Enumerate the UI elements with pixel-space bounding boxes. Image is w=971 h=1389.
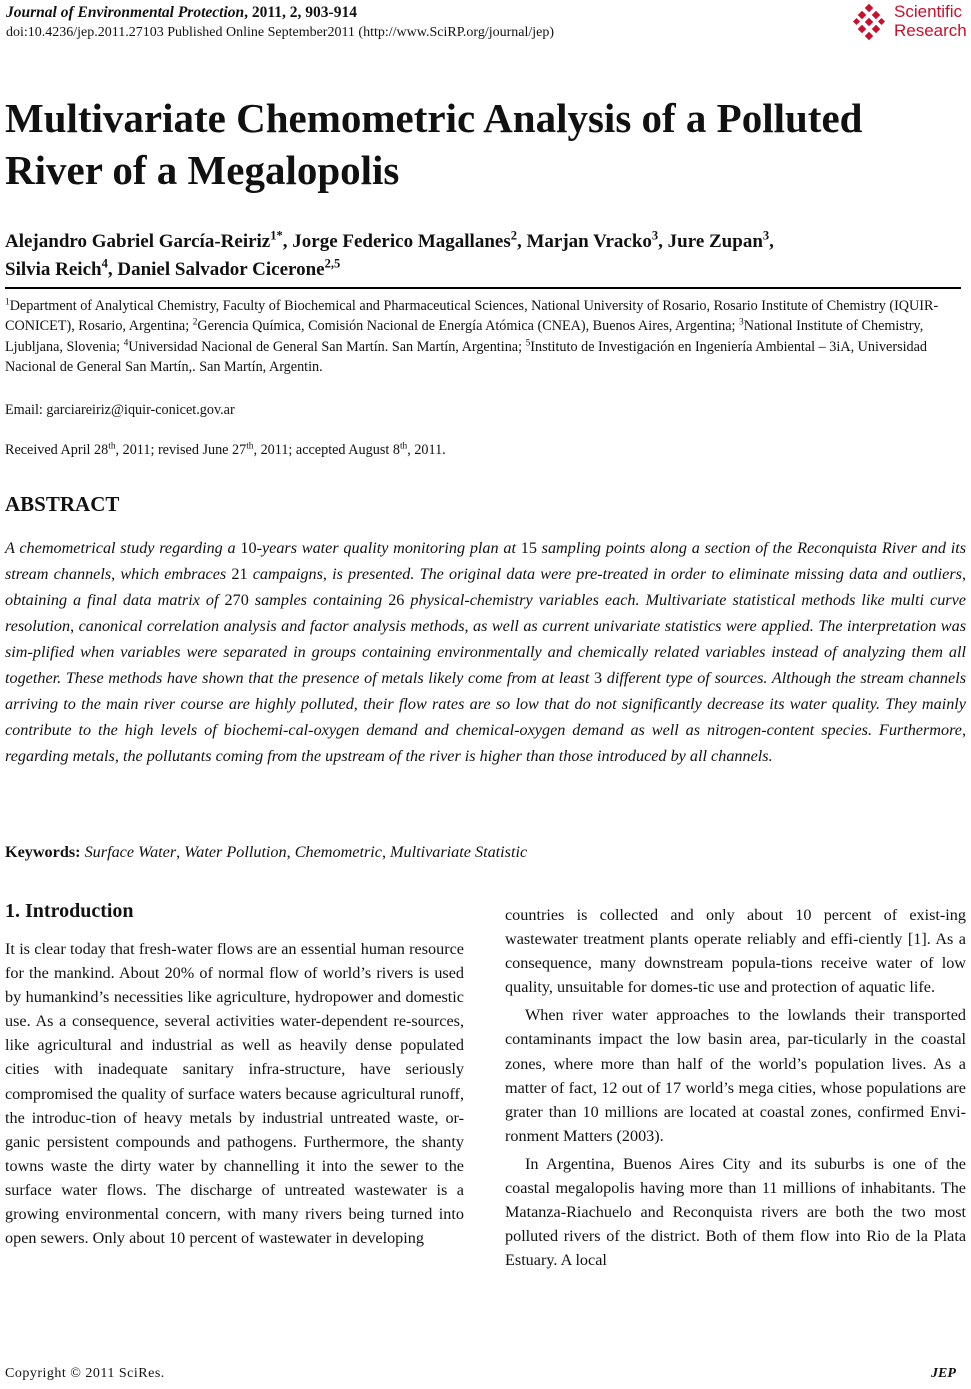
intro-paragraph: When river water approaches to the lowlands their transported contaminants impact the low basin area, par-ticularly in the coastal zones, where more than half of the world’s population lives. As a matter of fact, 12 out of 17 world’s mega cities, whose populations are grater than 10 millions are located at coastal zones, confirmed Envi-ronment Matters (2003). (505, 1006, 966, 1145)
author-name: Daniel Salvador Cicerone (117, 259, 325, 280)
abstract-comma: , (322, 565, 327, 583)
affiliations (5, 296, 967, 378)
accepted-text: , 2011; accepted August 8 (253, 442, 400, 458)
abstract-text: canonical correlation analysis and factor analysis methods (74, 617, 465, 635)
keyword-separator: , (381, 843, 391, 861)
received-text: Received April 28 (5, 442, 109, 458)
scirp-logo-icon (852, 4, 886, 40)
header-rule (5, 287, 961, 289)
keyword: Surface Water (84, 843, 177, 861)
journal-name: Journal of Environmental Protection (6, 4, 245, 21)
abstract-body (5, 535, 966, 769)
logo-text-line1: Scientific (894, 2, 963, 21)
abstract-number: 3 (594, 669, 603, 687)
author-name: Jorge Federico Magallanes (292, 231, 511, 252)
abstract-number: 10 (240, 539, 257, 557)
contact-email[interactable]: Email: garciareiriz@iquir-conicet.gov.ar (5, 402, 235, 418)
copyright-footer: Copyright © 2011 SciRes. (5, 1366, 165, 1381)
journal-abbrev-footer: JEP (931, 1366, 956, 1381)
abstract-number: 26 (388, 591, 405, 609)
abstract-text: different type of sources. Although the stream channels arriving to the main river course are highly polluted, their flow rates are so low that do not significantly decrease its water quality. They mainly contribute to the high levels of biochemi-cal-oxygen demand and chemical-oxygen demand as well as nitrogen-content species. Furthermore (5, 669, 966, 739)
affiliation: Instituto de Investigación en Ingeniería Ambiental – 3iA, Universidad Nacional de General San Martín,. San Martín, Argentin. (5, 338, 928, 376)
abstract-number: 270 (224, 591, 249, 609)
keyword: Chemometric (294, 843, 382, 861)
author-name: Silvia Reich (5, 259, 102, 280)
abstract-text: obtaining a final data matrix of (5, 591, 225, 609)
publisher-logo (852, 2, 970, 44)
ordinal-sup: th (246, 441, 254, 452)
affil-sup: 5 (525, 338, 531, 349)
year-text: , 2011. (407, 442, 446, 458)
revised-text: , 2011; revised June 27 (115, 442, 247, 458)
journal-issue: , 2011, 2, 903-914 (244, 4, 357, 21)
intro-paragraph: In Argentina, Buenos Aires City and its suburbs is one of the coastal megalopolis having more than 11 millions of inhabitants. The Matanza-Riachuelo and Reconquista rivers are both the two most polluted rivers of the district. Both of them flow into Rio de la Plata Estuary. A local (505, 1154, 966, 1270)
abstract-comma: , (70, 617, 75, 635)
keyword: Multivariate Statistic (390, 843, 528, 861)
author-affil-sup: 3 (762, 228, 770, 243)
author-name: Jure Zupan (667, 231, 763, 252)
affil-sup: 4 (123, 338, 129, 349)
logo-text-line2: Research (894, 21, 967, 40)
keyword-separator: , (286, 843, 295, 861)
author-separator: , (516, 231, 527, 252)
keyword-separator: , (176, 843, 185, 861)
abstract-text: samples containing (248, 591, 389, 609)
section-heading: 1. Introduction (5, 900, 134, 922)
intro-paragraph: It is clear today that fresh-water flows are an essential human resource for the mankind. About 20% of normal flow of world’s rivers is used by humankind’s necessities like agriculture, hydropower and domestic use. As a consequence, several activities water-dependent re-sources, like agricultural and industrial as well as heavily dense populated cities with inadequate sanitary infra-structure, have seriously compromised the quality of surface waters because agricultural runoff, the introduc-tion of heavy metals by industrial untreated waste, or-ganic persistent compounds and pathogens. Furthermore, the shanty towns waste the dirty water by channelling it into the sewer to the surface water flows. The discharge of untreated wastewater is a growing environmental concern, with many rivers being turned into open sewers. Only about 10 percent of wastewater in developing (5, 940, 464, 1248)
abstract-heading: ABSTRACT (5, 492, 120, 516)
author-separator: , (658, 231, 668, 252)
author-name: Marjan Vracko (526, 231, 652, 252)
abstract-number: 15 (520, 539, 537, 557)
abstract-text: the pollutants coming from the upstream of the river is higher than those introduced by all channels. (118, 747, 773, 765)
affiliation: Universidad Nacional de General San Martín. San Martín, Argentina; (128, 338, 526, 355)
author-separator: , (769, 231, 774, 252)
author-affil-sup: 2 (510, 228, 517, 243)
affil-sup: 3 (739, 317, 744, 328)
affiliation: Department of Analytical Chemistry, Faculty of Biochemical and Pharmaceutical Sciences, National University of Rosario, Rosario Institute of Chemistry (IQUIR-CONICET), Rosario, Argentina; (5, 298, 939, 335)
author-separator: , (282, 231, 293, 252)
abstract-comma: , (111, 565, 116, 583)
author-affil-sup: 1* (270, 228, 283, 243)
abstract-comma: , (961, 565, 967, 583)
author-affil-sup: 2,5 (324, 256, 341, 271)
abstract-text: regarding metals (5, 747, 115, 765)
ordinal-sup: th (108, 441, 116, 452)
abstract-text: as well as current univariate statistics were applied. The interpretation was sim-plified when variables were separated in groups containing environmentally and chemically related variables instead of analyzing them all together. These methods have shown that the presence of metals likely come from at least (5, 617, 966, 687)
keywords (5, 843, 527, 862)
abstract-number: 21 (231, 565, 248, 583)
author-affil-sup: 4 (101, 256, 108, 271)
keyword: Water Pollution (184, 843, 287, 861)
doi-line: doi:10.4236/jep.2011.27103 Published Online September2011 (http://www.SciRP.org/journal/jep) (6, 25, 555, 40)
journal-citation (6, 4, 357, 22)
abstract-comma: , (464, 617, 469, 635)
abstract-text: is presented. The original data were pre-treated in order to eliminate missing data and outliers (326, 565, 962, 583)
intro-column-left (5, 937, 464, 1250)
received-dates (5, 442, 446, 459)
affiliation: National Institute of Chemistry, Ljubljana, Slovenia; (5, 318, 924, 355)
ordinal-sup: th (399, 441, 408, 452)
author-list (5, 228, 965, 284)
paper-title: Multivariate Chemometric Analysis of a Polluted River of a Megalopolis (5, 95, 863, 193)
affil-sup: 1 (5, 297, 10, 308)
keywords-colon: : (75, 843, 85, 861)
abstract-text: physical-chemistry variables each. Multivariate statistical methods like multi curve resolution (5, 591, 966, 635)
abstract-text: campaigns (247, 565, 323, 583)
author-separator: , (107, 259, 118, 280)
keywords-label: Keywords (5, 843, 76, 861)
abstract-text: -years water quality monitoring plan at (256, 539, 521, 557)
abstract-text: which embraces (115, 565, 232, 583)
author-affil-sup: 3 (651, 228, 659, 243)
affil-sup: 2 (192, 317, 198, 328)
abstract-comma: , (961, 721, 966, 739)
affiliation: Gerencia Química, Comisión Nacional de Energía Atómica (CNEA), Buenos Aires, Argentina; (197, 318, 740, 335)
abstract-text: A chemometrical study regarding a (5, 539, 241, 557)
intro-paragraph: countries is collected and only about 10 percent of exist-ing wastewater treatment plants operate reliably and effi-ciently [1]. As a consequence, many downstream popula-tions receive water of low quality, unsuitable for domes-tic use and protection of aquatic life. (505, 906, 966, 997)
author-name: Alejandro Gabriel García-Reiriz (5, 231, 271, 252)
abstract-comma: , (114, 747, 119, 765)
abstract-text: sampling points along a section of the Reconquista River and its stream channels (5, 539, 966, 583)
intro-column-right (505, 903, 966, 1272)
